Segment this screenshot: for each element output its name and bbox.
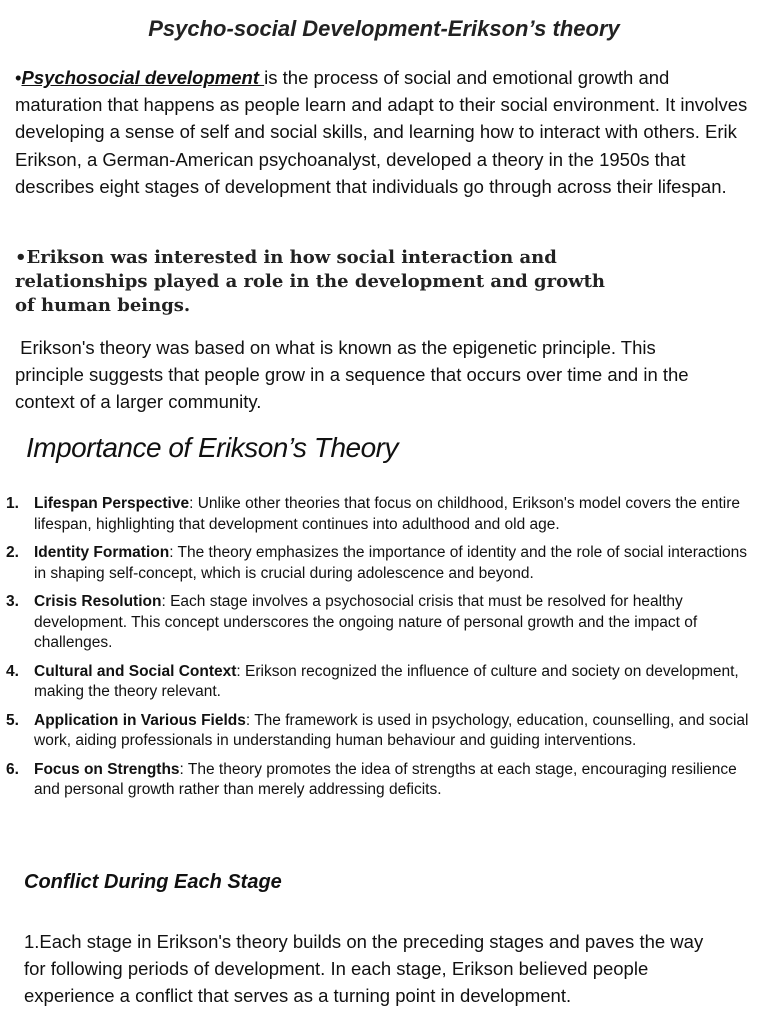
- importance-item: [6, 592, 758, 654]
- importance-item-title: Cultural and Social Context: [34, 662, 237, 680]
- importance-item-number: 4.: [6, 662, 19, 680]
- importance-item: [6, 711, 758, 752]
- interest-paragraph: •Erikson was interested in how social interaction and relationships played a role in the development and growth of human beings.: [15, 247, 605, 316]
- importance-item-text: : The theory promotes the idea of strengths at each stage, encouraging resilience and personal growth rather than merely addressing deficits.: [34, 760, 737, 798]
- importance-item-title: Focus on Strengths: [34, 760, 180, 778]
- conflict-heading: Conflict During Each Stage: [24, 871, 282, 893]
- conflict-paragraph: 1.Each stage in Erikson's theory builds on the preceding stages and paves the way for following periods of development. In each stage, Erikson believed people experience a conflict that serves as a turning point in development.: [24, 931, 704, 1006]
- importance-item: [6, 760, 758, 801]
- importance-heading: Importance of Erikson’s Theory: [26, 432, 398, 463]
- importance-item-title: Application in Various Fields: [34, 711, 246, 729]
- importance-item-text: : Each stage involves a psychosocial crisis that must be resolved for healthy development. This concept underscores the ongoing nature of personal growth and the impact of challenges.: [34, 593, 698, 651]
- importance-item-number: 6.: [6, 760, 19, 778]
- importance-item-text: : Unlike other theories that focus on childhood, Erikson's model covers the entire lifespan, highlighting that development continues into adulthood and old age.: [34, 495, 740, 533]
- epigenetic-paragraph: [15, 334, 715, 415]
- epigenetic-text: Erikson's theory was based on what is known as the epigenetic principle. This principle suggests that people grow in a sequence that occurs over time and in the context of a larger community.: [15, 337, 689, 412]
- document-title: Psycho-social Development-Erikson’s theory: [148, 16, 620, 41]
- importance-item-title: Identity Formation: [34, 544, 170, 561]
- importance-item-number: 3.: [6, 593, 19, 610]
- importance-item: [6, 494, 758, 535]
- intro-term: Psychosocial development: [21, 67, 265, 88]
- importance-item-text: : The framework is used in psychology, education, counselling, and social work, aiding professionals in understanding human behaviour and guiding interventions.: [34, 711, 749, 749]
- importance-item-text: : Erikson recognized the influence of culture and society on development, making the theory relevant.: [34, 662, 739, 700]
- importance-item: [6, 662, 758, 703]
- importance-item-number: 1.: [6, 495, 19, 512]
- importance-item-text: : The theory emphasizes the importance of identity and the role of social interactions in shaping self-concept, which is crucial during adolescence and beyond.: [34, 544, 748, 582]
- importance-item-number: 5.: [6, 711, 19, 729]
- importance-item-title: Crisis Resolution: [34, 593, 162, 610]
- intro-paragraph: [15, 64, 760, 200]
- importance-item: [6, 543, 758, 584]
- importance-item-title: Lifespan Perspective: [34, 495, 190, 512]
- importance-list: [6, 494, 758, 809]
- importance-item-number: 2.: [6, 544, 19, 561]
- intro-bullet: •: [15, 67, 22, 88]
- intro-text: is the process of social and emotional growth and maturation that happens as people learn and adapt to their social environment. It involves developing a sense of self and social skills, and learning how to interact with others. Erik Erikson, a German-American psychoanalyst, developed a theory in the 1950s that describes eight stages of development that individuals go through across their lifespan.: [15, 67, 748, 197]
